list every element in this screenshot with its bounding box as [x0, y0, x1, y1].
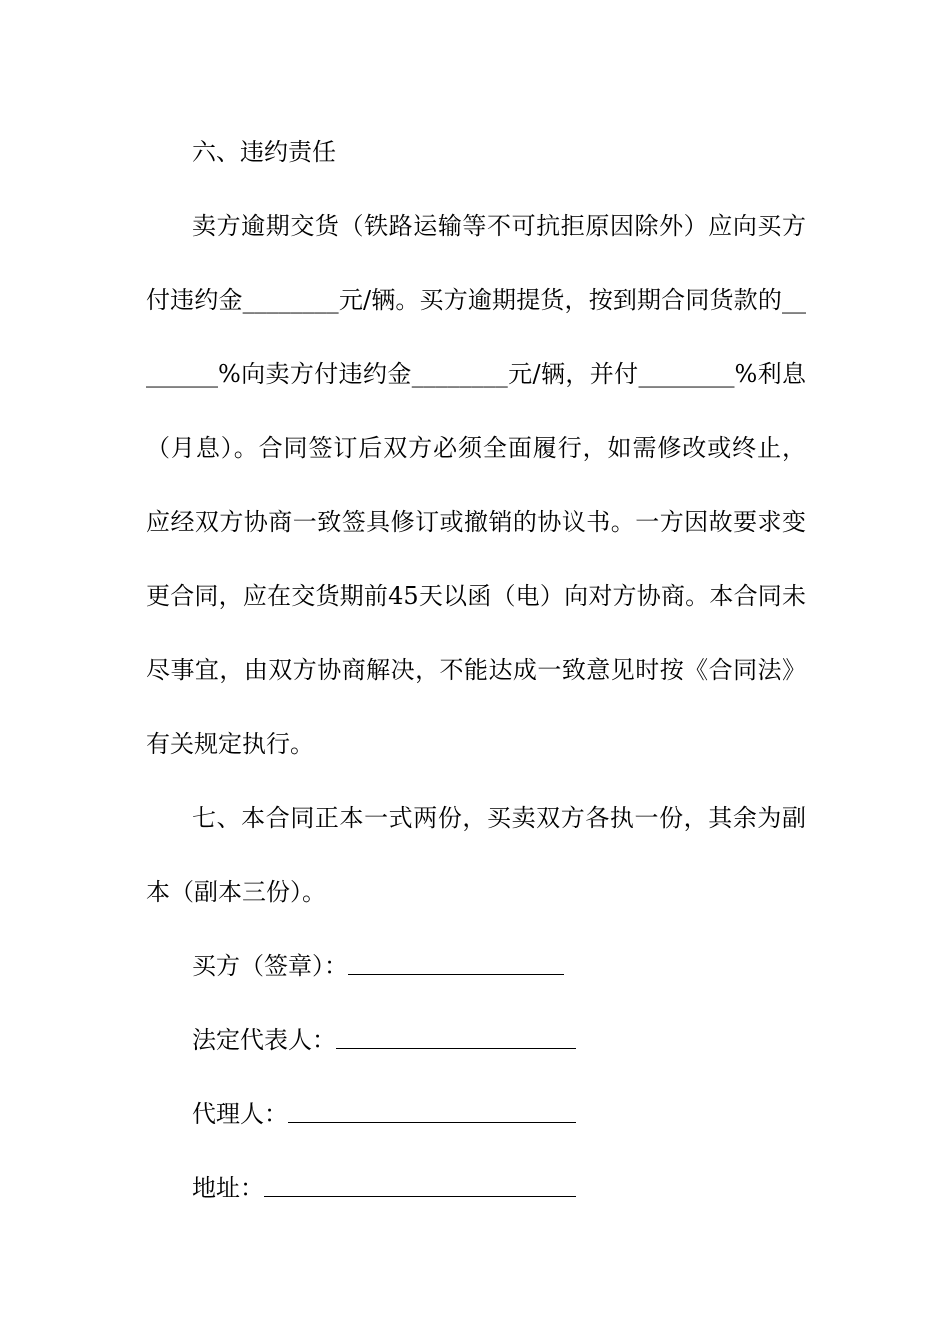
buyer-signature-row [192, 951, 564, 981]
address-field[interactable] [264, 1196, 576, 1197]
section-heading-breach-liability: 六、违约责任 [192, 138, 336, 166]
buyer-signature-field[interactable] [348, 974, 564, 975]
paragraph-line: 有关规定执行。 [146, 730, 314, 758]
address-row [192, 1173, 576, 1203]
paragraph-line: ______%向卖方付违约金________元/辆，并付________%利息 [146, 360, 806, 388]
paragraph-line: 付违约金________元/辆。买方逾期提货，按到期合同货款的__ [146, 286, 806, 314]
legal-rep-row [192, 1025, 576, 1055]
buyer-signature-label: 买方（签章）： [192, 952, 348, 980]
agent-label: 代理人： [192, 1100, 288, 1128]
paragraph-line: 卖方逾期交货（铁路运输等不可抗拒原因除外）应向买方 [192, 212, 806, 240]
paragraph-line: 尽事宜，由双方协商解决，不能达成一致意见时按《合同法》 [146, 656, 806, 684]
paragraph-line: 更合同，应在交货期前45天以函（电）向对方协商。本合同未 [146, 582, 806, 610]
section-7-line: 七、本合同正本一式两份，买卖双方各执一份，其余为副 [192, 804, 806, 832]
address-label: 地址： [192, 1174, 264, 1202]
paragraph-line: 应经双方协商一致签具修订或撤销的协议书。一方因故要求变 [146, 508, 806, 536]
section-7-line: 本（副本三份）。 [146, 878, 326, 906]
legal-rep-field[interactable] [336, 1048, 576, 1049]
agent-row [192, 1099, 576, 1129]
legal-rep-label: 法定代表人： [192, 1026, 336, 1054]
agent-field[interactable] [288, 1122, 576, 1123]
paragraph-line: （月息）。合同签订后双方必须全面履行，如需修改或终止， [146, 434, 806, 462]
